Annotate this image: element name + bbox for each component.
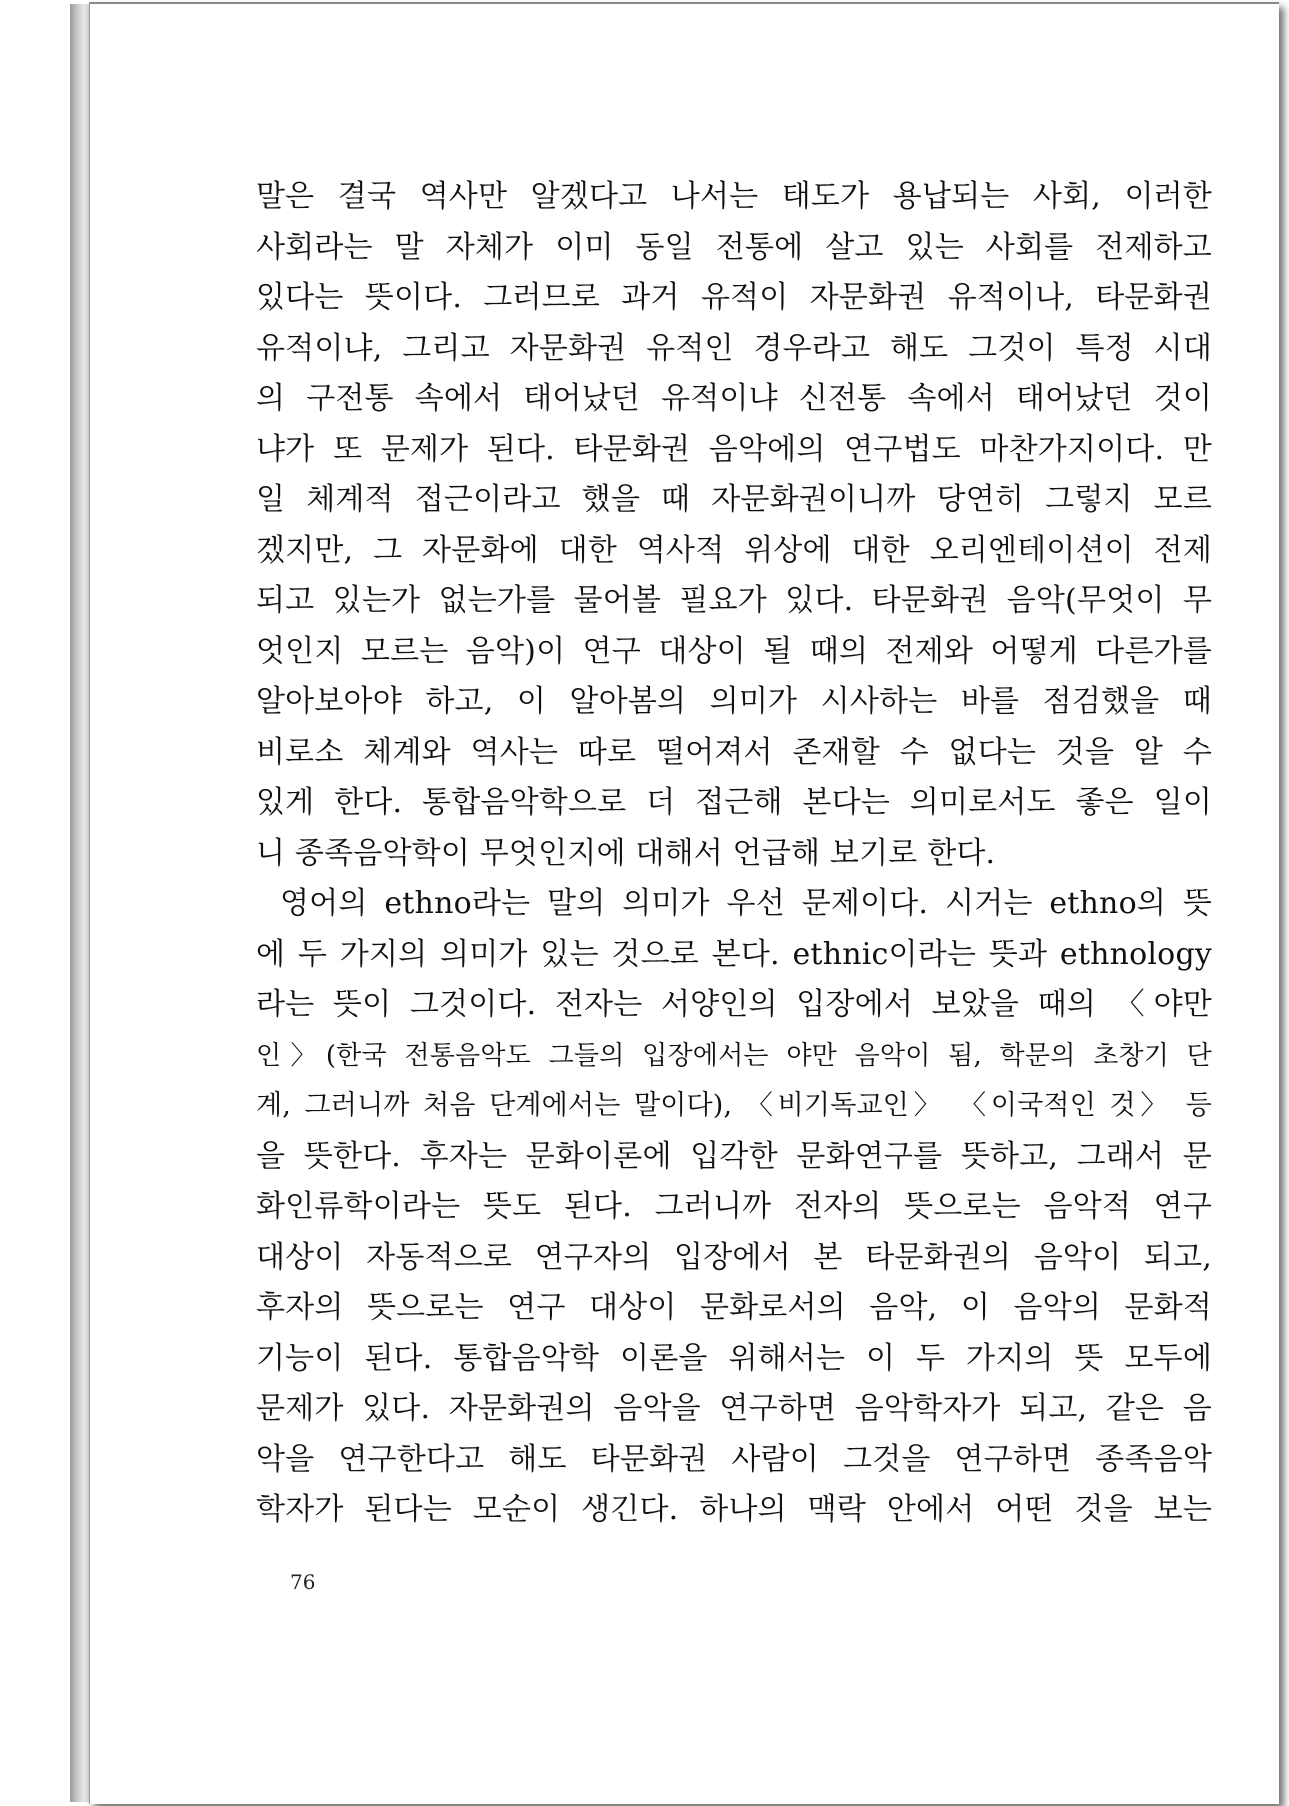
text-line: 기능이 된다. 통합음악학 이론을 위해서는 이 두 가지의 뜻 모두에 xyxy=(256,1340,1212,1376)
text-line: 비로소 체계와 역사는 따로 떨어져서 존재할 수 없다는 것을 알 수 xyxy=(256,734,1212,770)
text-line: 있다는 뜻이다. 그러므로 과거 유적이 자문화권 유적이나, 타문화권 xyxy=(256,280,1212,315)
text-line: 악을 연구한다고 해도 타문화권 사람이 그것을 연구하면 종족음악 xyxy=(256,1441,1212,1477)
text-line: 엇인지 모르는 음악)이 연구 대상이 될 때의 전제와 어떻게 다른가를 xyxy=(256,633,1212,669)
text-line: 영어의 ethno라는 말의 의미가 우선 문제이다. 시거는 ethno의 뜻 xyxy=(280,886,1212,921)
text-line: 사회라는 말 자체가 이미 동일 전통에 살고 있는 사회를 전제하고 xyxy=(256,229,1212,265)
text-line: 을 뜻한다. 후자는 문화이론에 입각한 문화연구를 뜻하고, 그래서 문 xyxy=(256,1138,1212,1174)
text-line: 문제가 있다. 자문화권의 음악을 연구하면 음악학자가 되고, 같은 음 xyxy=(256,1391,1212,1426)
book-edge xyxy=(70,4,90,1802)
text-line: 인〉(한국 전통음악도 그들의 입장에서는 야만 음악이 됨, 학문의 초창기 단 xyxy=(256,1040,1212,1071)
text-line: 있게 한다. 통합음악학으로 더 접근해 본다는 의미로서도 좋은 일이 xyxy=(256,785,1212,820)
text-line: 에 두 가지의 의미가 있는 것으로 본다. ethnic이라는 뜻과 ethnology xyxy=(256,936,1212,972)
page-number: 76 xyxy=(290,1570,316,1594)
text-line: 대상이 자동적으로 연구자의 입장에서 본 타문화권의 음악이 되고, xyxy=(256,1239,1212,1275)
text-line: 말은 결국 역사만 알겠다고 나서는 태도가 용납되는 사회, 이러한 xyxy=(256,179,1212,214)
text-line: 니 종족음악학이 무엇인지에 대해서 언급해 보기로 한다. xyxy=(256,835,996,871)
text-line: 의 구전통 속에서 태어났던 유적이냐 신전통 속에서 태어났던 것이 xyxy=(256,381,1212,416)
body-text xyxy=(256,172,1212,1536)
book-page xyxy=(89,2,1279,1804)
text-line: 일 체계적 접근이라고 했을 때 자문화권이니까 당연히 그렇지 모르 xyxy=(256,482,1212,517)
text-line: 겠지만, 그 자문화에 대한 역사적 위상에 대한 오리엔테이션이 전제 xyxy=(256,532,1212,568)
text-line: 라는 뜻이 그것이다. 전자는 서양인의 입장에서 보았을 때의 〈야만 xyxy=(256,987,1212,1022)
text-line: 냐가 또 문제가 된다. 타문화권 음악에의 연구법도 마찬가지이다. 만 xyxy=(256,431,1212,467)
text-line: 알아보아야 하고, 이 알아봄의 의미가 시사하는 바를 점검했을 때 xyxy=(256,684,1212,719)
text-line: 되고 있는가 없는가를 물어볼 필요가 있다. 타문화권 음악(무엇이 무 xyxy=(256,583,1212,618)
text-line: 후자의 뜻으로는 연구 대상이 문화로서의 음악, 이 음악의 문화적 xyxy=(256,1290,1212,1325)
text-line: 유적이냐, 그리고 자문화권 유적인 경우라고 해도 그것이 특정 시대 xyxy=(256,330,1212,366)
text-line: 계, 그러니까 처음 단계에서는 말이다), 〈비기독교인〉 〈이국적인 것〉 등 xyxy=(256,1090,1212,1121)
text-line: 화인류학이라는 뜻도 된다. 그러니까 전자의 뜻으로는 음악적 연구 xyxy=(256,1189,1212,1224)
text-line: 학자가 된다는 모순이 생긴다. 하나의 맥락 안에서 어떤 것을 보는 xyxy=(256,1492,1212,1527)
